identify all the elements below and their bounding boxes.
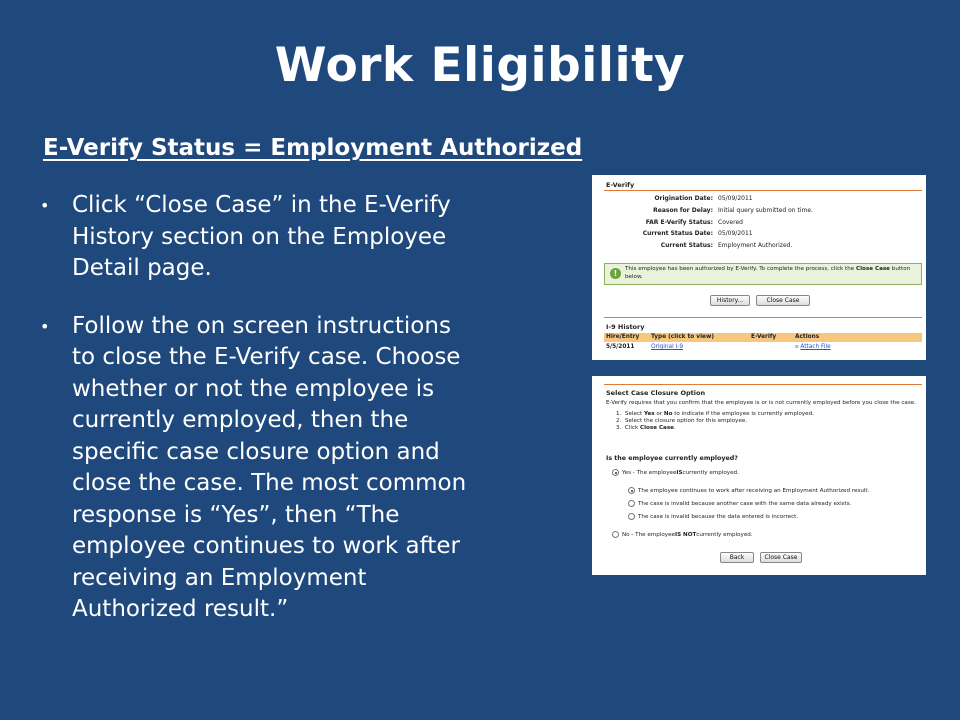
- bullet-item: [40, 311, 470, 626]
- paperclip-icon: ⌀: [795, 344, 799, 350]
- step-item: 1. Select Yes or No to indicate if the employee is currently employed.: [616, 411, 814, 417]
- closure-intro: E-Verify requires that you confirm that the employee is or is not currently employed before you close the case.: [606, 400, 916, 406]
- closure-instructions: [606, 400, 916, 432]
- slide-subtitle: E-Verify Status = Employment Authorized: [43, 135, 583, 161]
- table-cell: [749, 342, 793, 352]
- close-case-button[interactable]: Close Case: [760, 552, 802, 563]
- table-cell: 5/5/2011: [606, 344, 635, 350]
- column-header: Hire/Entry: [606, 334, 640, 340]
- field-label: Reason for Delay:: [653, 207, 713, 215]
- i9-history-table: [604, 333, 922, 352]
- radio-empty-icon: [612, 531, 619, 538]
- field-value: 05/09/2011: [718, 195, 753, 203]
- divider: [604, 317, 922, 318]
- column-header: E-Verify: [751, 334, 777, 340]
- notice-text: This employee has been authorized by E-Verify. To complete the process, click the: [625, 266, 855, 272]
- everify-fields: [606, 193, 916, 251]
- closure-option-incorrect[interactable]: The case is invalid because the data entered is incorrect.: [628, 513, 798, 520]
- bullet-icon: •: [40, 196, 50, 215]
- field-row: [606, 216, 916, 228]
- divider: [604, 384, 922, 385]
- field-label: Origination Date:: [654, 195, 713, 203]
- case-closure-screenshot: [592, 376, 926, 575]
- attach-file-link[interactable]: Attach File: [800, 344, 831, 350]
- bullet-icon: •: [40, 316, 50, 336]
- field-value: Covered: [718, 218, 743, 226]
- slide-title: Work Eligibility: [274, 38, 686, 93]
- yes-employed-radio[interactable]: Yes - The employee IS currently employed.: [612, 469, 739, 476]
- back-button[interactable]: Back: [720, 552, 754, 563]
- table-header: [604, 333, 922, 342]
- field-value: Employment Authorized.: [718, 242, 793, 250]
- everify-section-title: E-Verify: [606, 181, 635, 189]
- notice-tail-text: button below.: [625, 266, 911, 280]
- notice-bold-text: Close Case: [856, 266, 890, 272]
- closure-option-duplicate[interactable]: The case is invalid because another case with the same data already exists.: [628, 500, 851, 507]
- everify-detail-screenshot: [592, 175, 926, 360]
- bullet-list: [40, 190, 470, 652]
- radio-selected-icon: [628, 487, 635, 494]
- radio-empty-icon: [628, 513, 635, 520]
- employment-question: Is the employee currently employed?: [606, 455, 738, 462]
- field-row: [606, 193, 916, 205]
- radio-selected-icon: [612, 469, 619, 476]
- step-item: 3. Click Close Case.: [616, 425, 676, 431]
- field-value: Initial query submitted on time.: [718, 207, 813, 215]
- closure-option-continues[interactable]: The employee continues to work after receiving an Employment Authorized result.: [628, 487, 869, 494]
- field-row: [606, 228, 916, 240]
- history-button[interactable]: History...: [710, 295, 750, 306]
- field-label: Current Status Date:: [642, 230, 713, 238]
- original-i9-link[interactable]: Original I-9: [651, 344, 684, 350]
- bullet-item: [40, 190, 470, 285]
- radio-empty-icon: [628, 500, 635, 507]
- field-row: [606, 205, 916, 217]
- exclamation-icon: !: [610, 268, 621, 279]
- column-header: Actions: [795, 334, 820, 340]
- closure-section-title: Select Case Closure Option: [606, 389, 706, 397]
- authorized-notice: [604, 263, 922, 285]
- table-row: [604, 342, 922, 352]
- bullet-text: Follow the on screen instructions to close the E-Verify case. Choose whether or not the employee is currently employed, then the specific case closure option and close the case. The most common response is “Yes”, then “The employee continues to work after receiving an Employment Authorized result.”: [72, 312, 467, 622]
- no-employed-radio[interactable]: No - The employee IS NOT currently employed.: [612, 531, 753, 538]
- i9-history-title: I-9 History: [606, 323, 645, 331]
- closure-steps: [606, 411, 916, 432]
- close-case-button[interactable]: Close Case: [756, 295, 810, 306]
- field-row: [606, 240, 916, 252]
- field-label: Current Status:: [660, 242, 713, 250]
- step-item: 2. Select the closure option for this employee.: [616, 418, 748, 424]
- column-header: Type (click to view): [651, 334, 714, 340]
- divider: [604, 190, 922, 191]
- field-label: FAR E-Verify Status:: [645, 218, 713, 226]
- field-value: 05/09/2011: [718, 230, 753, 238]
- bullet-text: Click “Close Case” in the E-Verify History section on the Employee Detail page.: [72, 192, 451, 281]
